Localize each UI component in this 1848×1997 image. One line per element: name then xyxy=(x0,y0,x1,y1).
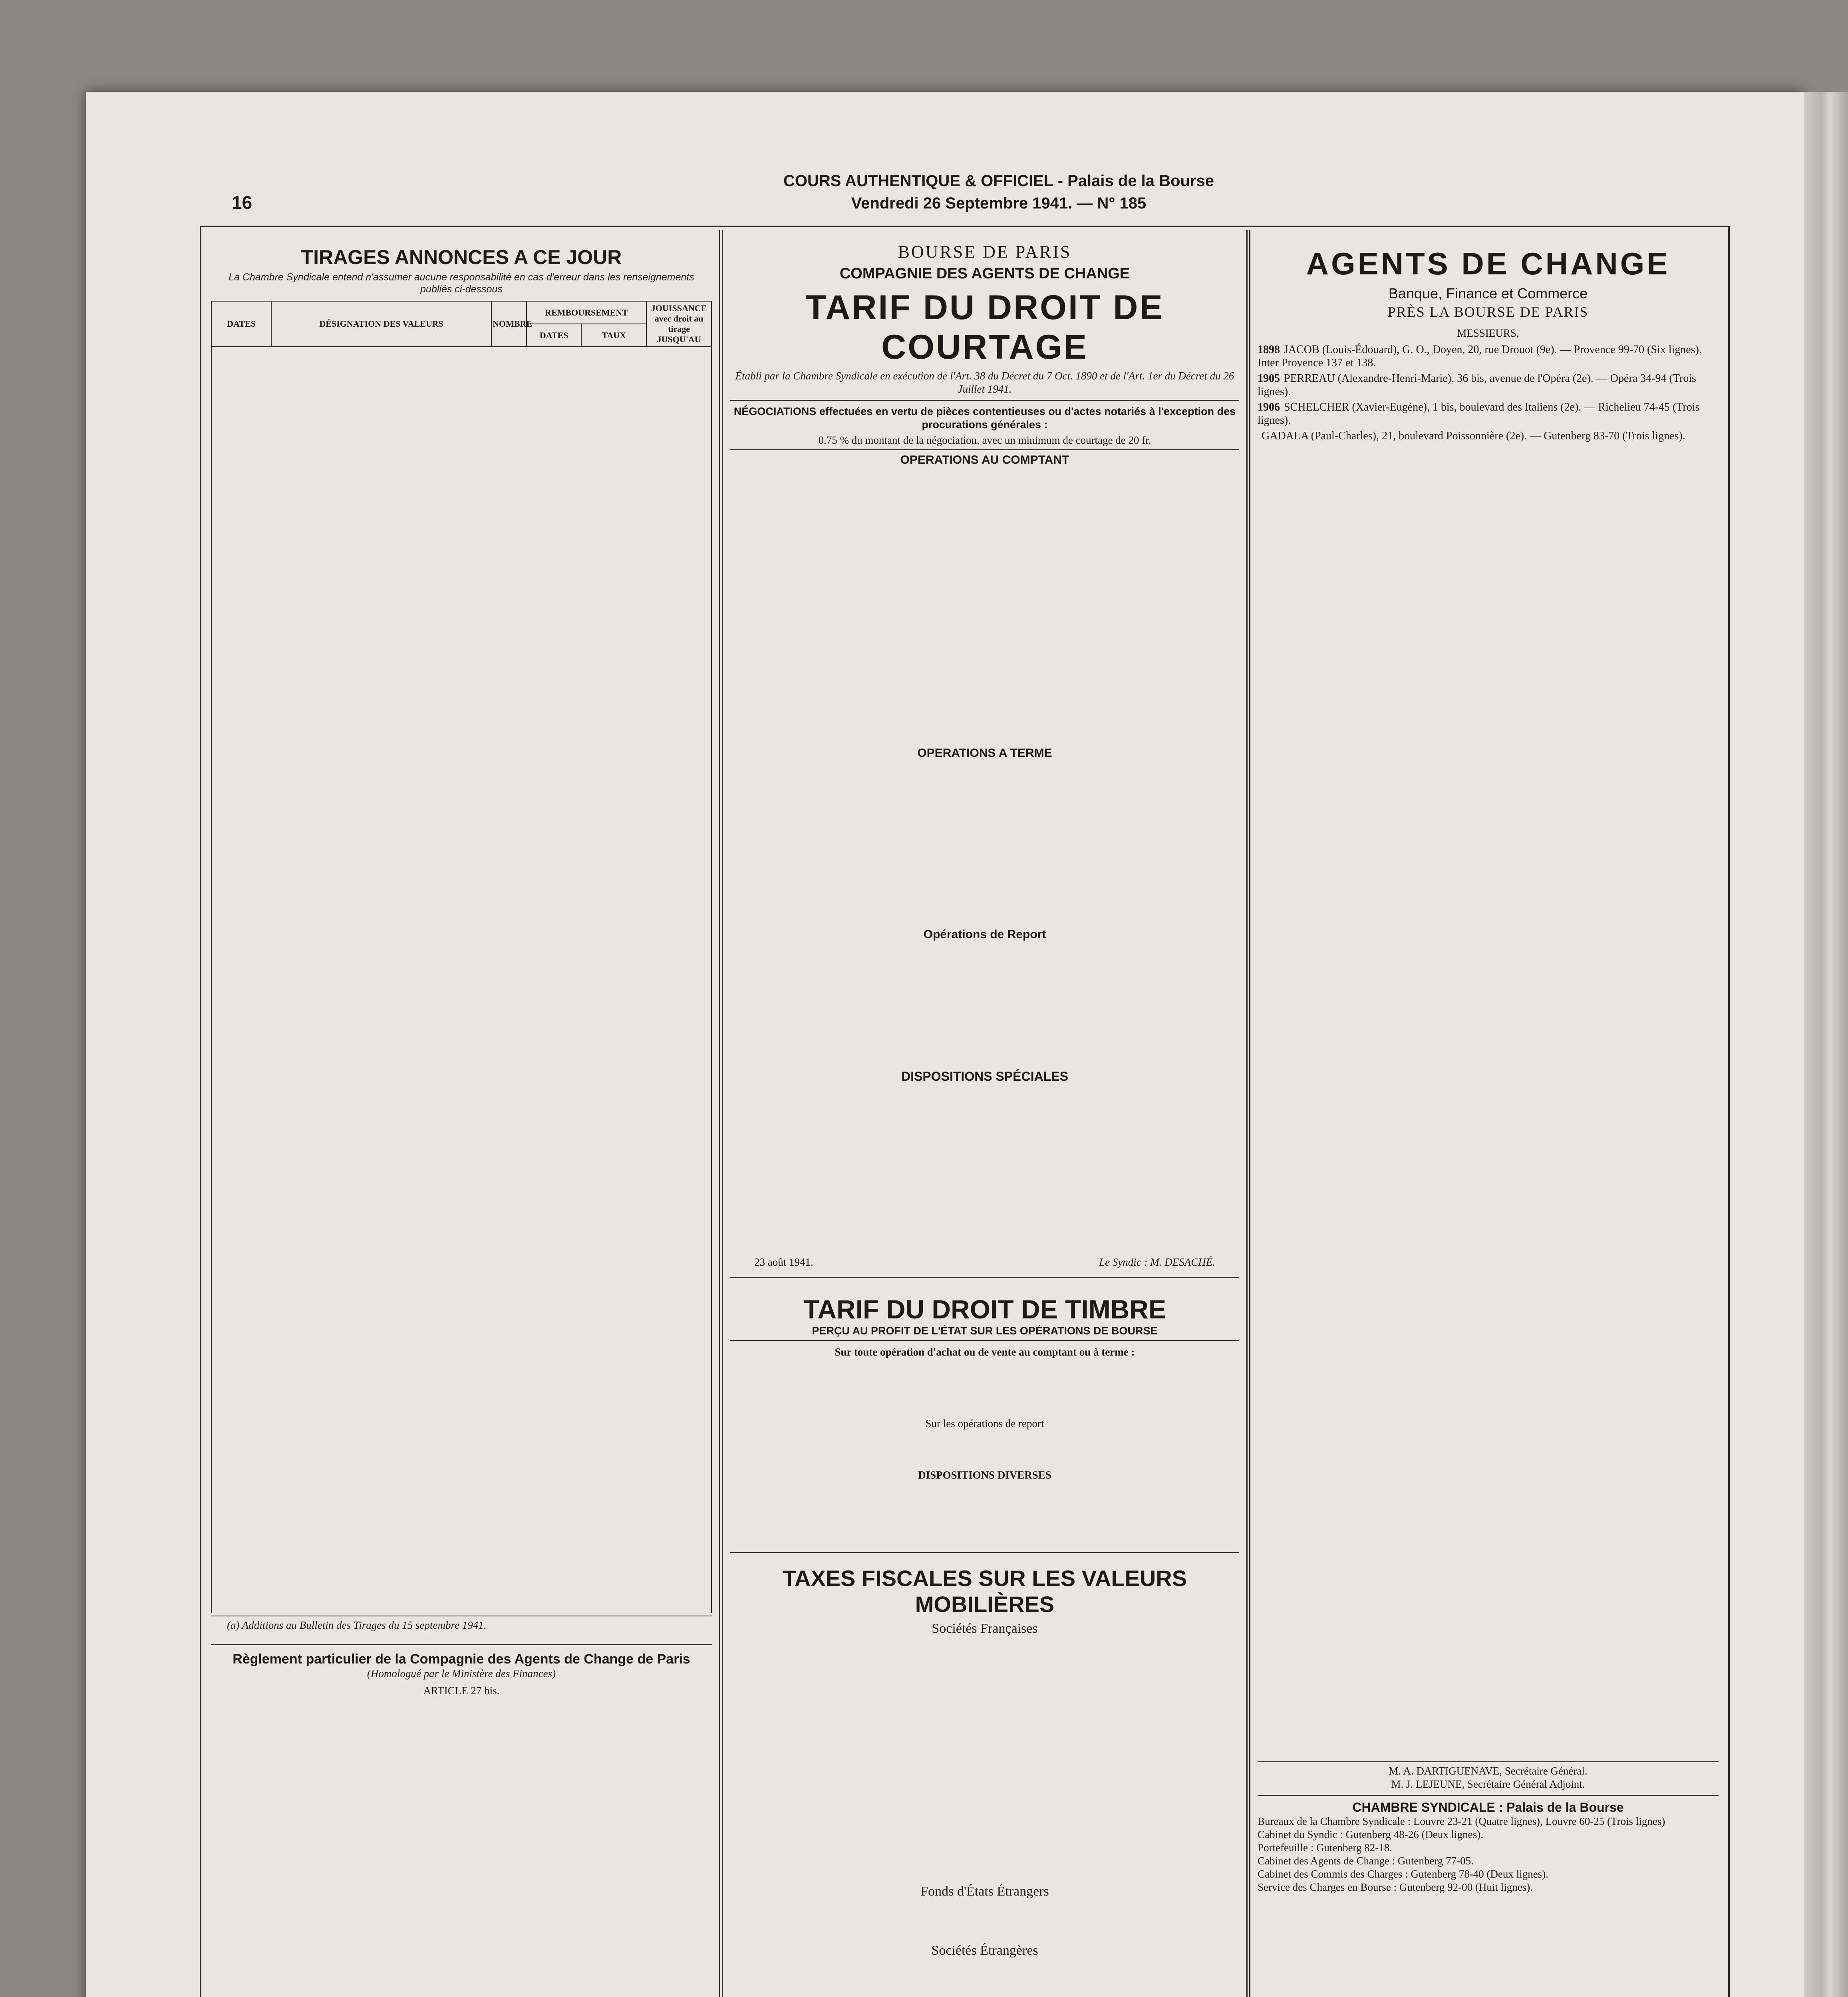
page-number: 16 xyxy=(232,192,252,213)
agents-title: AGENTS DE CHANGE xyxy=(1306,246,1670,281)
report-heading: Opérations de Report xyxy=(923,928,1046,941)
tarif-courtage-title: TARIF DU DROIT DE COURTAGE xyxy=(805,288,1164,366)
agents-messieurs: MESSIEURS, xyxy=(1457,327,1519,339)
agents-subtitle2: PRÈS LA BOURSE DE PARIS xyxy=(1387,304,1589,320)
tarif-signature: Le Syndic : M. DESACHÉ. xyxy=(1099,1256,1215,1268)
tirages-column xyxy=(204,230,719,1997)
tirages-table-body xyxy=(211,347,712,1613)
agent-entry: 1906 SCHELCHER (Xavier-Eugène), 1 bis, boulevard des Italiens (2e). — Richelieu 74-45 (Trois lignes). xyxy=(1258,401,1700,427)
agent-entry: 1898 JACOB (Louis-Édouard), G. O., Doyen, 20, rue Drouot (9e). — Provence 99-70 (Six lignes). Inter Provence 137 et 138. xyxy=(1258,343,1702,369)
comptant-heading: OPERATIONS AU COMPTANT xyxy=(900,453,1069,466)
agent-entry: GADALA (Paul-Charles), 21, boulevard Poissonnière (2e). — Gutenberg 83-70 (Trois lignes). xyxy=(1262,430,1685,442)
page-edge xyxy=(1804,92,1848,1997)
timbre-diverses: DISPOSITIONS DIVERSES xyxy=(918,1469,1051,1481)
chambre-line: Bureaux de la Chambre Syndicale : Louvre 23-21 (Quatre lignes), Louvre 60-25 (Trois lignes) xyxy=(1258,1815,1665,1827)
chambre-line: Cabinet du Syndic : Gutenberg 48-26 (Deux lignes). xyxy=(1258,1828,1483,1840)
tarif-kicker: BOURSE DE PARIS xyxy=(898,242,1072,262)
taxes-title: TAXES FISCALES SUR LES VALEURS MOBILIÈRES xyxy=(782,1566,1187,1617)
secretaire-general: M. A. DARTIGUENAVE, Secrétaire Général. xyxy=(1389,1765,1588,1777)
chambre-line: Cabinet des Agents de Change : Gutenberg 77-05. xyxy=(1258,1855,1474,1867)
timbre-report: Sur les opérations de report xyxy=(925,1417,1044,1429)
tarif-signature-line xyxy=(730,1256,1239,1269)
tirages-subtitle: La Chambre Syndicale entend n'assumer aucune responsabilité en cas d'erreur dans les renseignements publiés ci-dessous xyxy=(229,272,694,295)
chambre-title: CHAMBRE SYNDICALE : Palais de la Bourse xyxy=(1352,1800,1624,1814)
page-header xyxy=(639,170,1358,214)
timbre-subtitle: PERÇU AU PROFIT DE L'ÉTAT SUR LES OPÉRATIONS DE BOURSE xyxy=(812,1325,1158,1337)
tarif-company: COMPAGNIE DES AGENTS DE CHANGE xyxy=(839,265,1130,282)
agents-column xyxy=(1250,230,1726,1997)
timbre-title: TARIF DU DROIT DE TIMBRE xyxy=(803,1294,1166,1324)
tarif-intro: Établi par la Chambre Syndicale en exécution de l'Art. 38 du Décret du 7 Oct. 1890 et de l'Art. 1er du Décret du 26 Juillet 1941. xyxy=(735,370,1234,395)
taxes-s3: Sociétés Étrangères xyxy=(931,1943,1038,1958)
reglement-title: Règlement particulier de la Compagnie des Agents de Change de Paris xyxy=(232,1652,690,1667)
col-designation: DÉSIGNATION DES VALEURS xyxy=(271,301,491,347)
header-line1: COURS AUTHENTIQUE & OFFICIEL - Palais de la Bourse xyxy=(783,172,1214,190)
negociations-rate: 0.75 % du montant de la négociation, avec un minimum de courtage de 20 fr. xyxy=(818,434,1151,446)
reglement-subtitle: (Homologué par le Ministère des Finances) xyxy=(367,1667,556,1679)
speciales-heading: DISPOSITIONS SPÉCIALES xyxy=(901,1069,1068,1084)
tirages-table xyxy=(211,301,712,347)
col-remb-dates: DATES xyxy=(527,324,582,347)
chambre-line: Service des Charges en Bourse : Gutenberg 92-00 (Huit lignes). xyxy=(1258,1881,1533,1893)
column-divider xyxy=(1246,230,1250,1997)
agents-subtitle: Banque, Finance et Commerce xyxy=(1388,285,1588,302)
tarif-date: 23 août 1941. xyxy=(754,1256,813,1268)
tarif-column xyxy=(723,230,1246,1997)
tirages-title: TIRAGES ANNONCES A CE JOUR xyxy=(301,246,622,268)
reglement-article: ARTICLE 27 bis. xyxy=(423,1685,500,1697)
col-taux: TAUX xyxy=(581,324,646,347)
column-divider xyxy=(719,230,723,1997)
header-line2: Vendredi 26 Septembre 1941. — N° 185 xyxy=(851,195,1147,212)
agent-entry: 1905 PERREAU (Alexandre-Henri-Marie), 36 bis, avenue de l'Opéra (2e). — Opéra 34-94 (Trois lignes). xyxy=(1258,372,1696,398)
terme-heading: OPERATIONS A TERME xyxy=(917,746,1052,760)
col-remboursement: REMBOURSEMENT xyxy=(527,301,646,324)
chambre-line: Cabinet des Commis des Charges : Gutenberg 78-40 (Deux lignes). xyxy=(1258,1868,1548,1880)
col-nombre: NOMBRE xyxy=(491,301,527,347)
taxes-s1: Sociétés Françaises xyxy=(932,1621,1038,1636)
secretaire-adjoint: M. J. LEJEUNE, Secrétaire Général Adjoint. xyxy=(1391,1778,1585,1790)
timbre-intro: Sur toute opération d'achat ou de vente au comptant ou à terme : xyxy=(835,1346,1135,1358)
col-jouissance: JOUISSANCE avec droit au tirage JUSQU'AU xyxy=(646,301,711,347)
negociations-heading: NÉGOCIATIONS effectuées en vertu de pièces contentieuses ou d'actes notariés à l'exception des procurations générales : xyxy=(733,405,1236,431)
chambre-line: Portefeuille : Gutenberg 82-18. xyxy=(1258,1842,1392,1854)
tirages-footnote: (a) Additions au Bulletin des Tirages du 15 septembre 1941. xyxy=(227,1619,487,1631)
col-dates: DATES xyxy=(211,301,271,347)
taxes-s2: Fonds d'États Étrangers xyxy=(920,1884,1049,1899)
